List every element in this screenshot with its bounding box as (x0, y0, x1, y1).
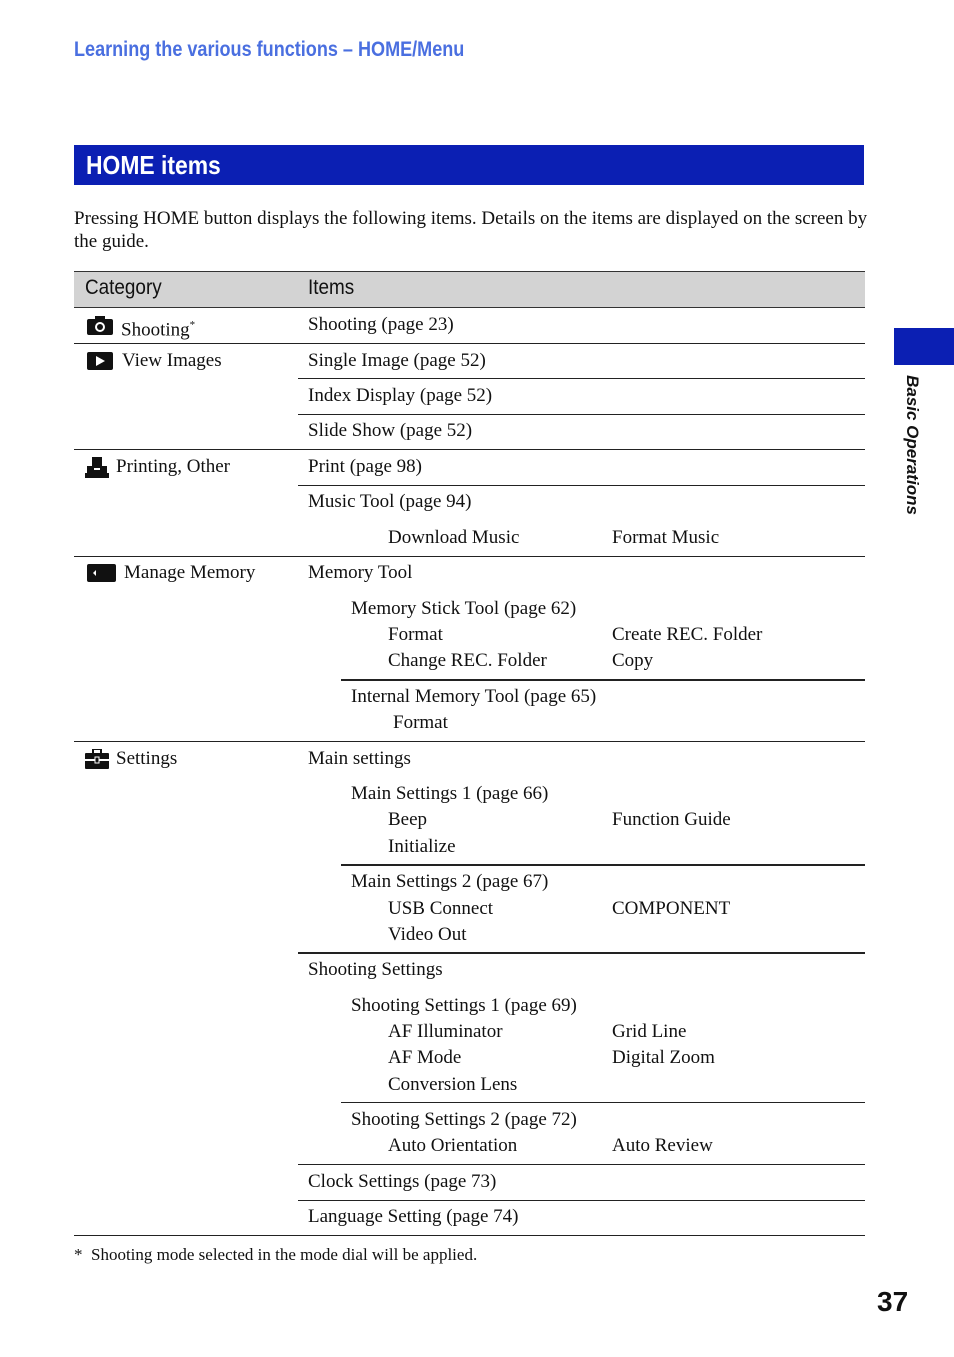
section-header: Learning the various functions – HOME/Menu (74, 38, 465, 61)
item-auto-orientation: Auto Orientation (388, 1135, 518, 1156)
printer-icon (85, 457, 109, 479)
page-number: 37 (877, 1286, 909, 1317)
item-main-settings-2: Main Settings 2 (page 67) (351, 871, 549, 892)
item-slide-show: Slide Show (page 52) (308, 420, 473, 441)
category-printing-other: Printing, Other (116, 456, 230, 477)
item-index-display: Index Display (page 52) (308, 385, 493, 406)
title-bar (74, 145, 864, 185)
item-download-music: Download Music (388, 527, 520, 548)
item-format-music: Format Music (612, 527, 720, 548)
row-divider (74, 556, 865, 557)
column-header-category: Category (85, 276, 162, 299)
item-change-rec-folder: Change REC. Folder (388, 650, 547, 671)
item-shooting: Shooting (page 23) (308, 314, 454, 335)
item-main-settings-1: Main Settings 1 (page 66) (351, 783, 549, 804)
item-grid-line: Grid Line (612, 1021, 687, 1042)
category-settings: Settings (116, 748, 178, 769)
item-shooting-settings: Shooting Settings (308, 959, 443, 980)
item-print: Print (page 98) (308, 456, 422, 477)
row-divider (74, 741, 865, 742)
item-main-settings: Main settings (308, 748, 411, 769)
row-divider (298, 485, 865, 486)
row-divider (298, 952, 865, 954)
category-view-images: View Images (122, 350, 222, 371)
category-manage-memory: Manage Memory (124, 562, 256, 583)
item-memory-tool: Memory Tool (308, 562, 413, 583)
row-divider (341, 864, 865, 866)
item-auto-review: Auto Review (612, 1135, 713, 1156)
row-divider (74, 449, 865, 450)
item-digital-zoom: Digital Zoom (612, 1047, 715, 1068)
row-divider (341, 679, 865, 681)
item-video-out: Video Out (388, 924, 467, 945)
item-memory-stick-tool: Memory Stick Tool (page 62) (351, 598, 577, 619)
page-title: HOME items (86, 150, 221, 180)
item-create-rec-folder: Create REC. Folder (612, 624, 763, 645)
category-shooting: Shooting* (121, 319, 196, 341)
item-int-format: Format (393, 712, 448, 733)
item-shooting-settings-2: Shooting Settings 2 (page 72) (351, 1109, 577, 1130)
row-divider (298, 1164, 865, 1165)
item-clock-settings: Clock Settings (page 73) (308, 1171, 497, 1192)
item-usb-connect: USB Connect (388, 898, 494, 919)
intro-paragraph: Pressing HOME button displays the following items. Details on the items are displayed on the screen by the guide. (74, 208, 868, 252)
item-internal-memory-tool: Internal Memory Tool (page 65) (351, 686, 597, 707)
play-icon (87, 352, 113, 370)
item-conversion-lens: Conversion Lens (388, 1074, 518, 1095)
row-divider (74, 343, 865, 344)
toolbox-icon (85, 749, 109, 769)
item-shooting-settings-1: Shooting Settings 1 (page 69) (351, 995, 577, 1016)
item-single-image: Single Image (page 52) (308, 350, 486, 371)
table-header (74, 271, 865, 308)
item-music-tool: Music Tool (page 94) (308, 491, 472, 512)
camera-icon (87, 316, 113, 335)
table-bottom-rule (74, 1235, 865, 1236)
item-af-mode: AF Mode (388, 1047, 462, 1068)
row-divider (341, 1102, 865, 1103)
column-header-items: Items (308, 276, 355, 299)
row-divider (298, 378, 865, 379)
row-divider (298, 414, 865, 415)
side-tab-label: Basic Operations (903, 375, 922, 515)
item-copy: Copy (612, 650, 654, 671)
item-function-guide: Function Guide (612, 809, 731, 830)
memory-card-icon (87, 564, 116, 582)
item-language-setting: Language Setting (page 74) (308, 1206, 519, 1227)
side-tab-marker (894, 328, 954, 365)
item-ms-format: Format (388, 624, 443, 645)
item-af-illuminator: AF Illuminator (388, 1021, 503, 1042)
item-component: COMPONENT (612, 898, 731, 919)
item-beep: Beep (388, 809, 428, 830)
row-divider (298, 1200, 865, 1201)
footnote: * Shooting mode selected in the mode dial will be applied. (74, 1245, 478, 1264)
item-initialize: Initialize (388, 836, 456, 857)
